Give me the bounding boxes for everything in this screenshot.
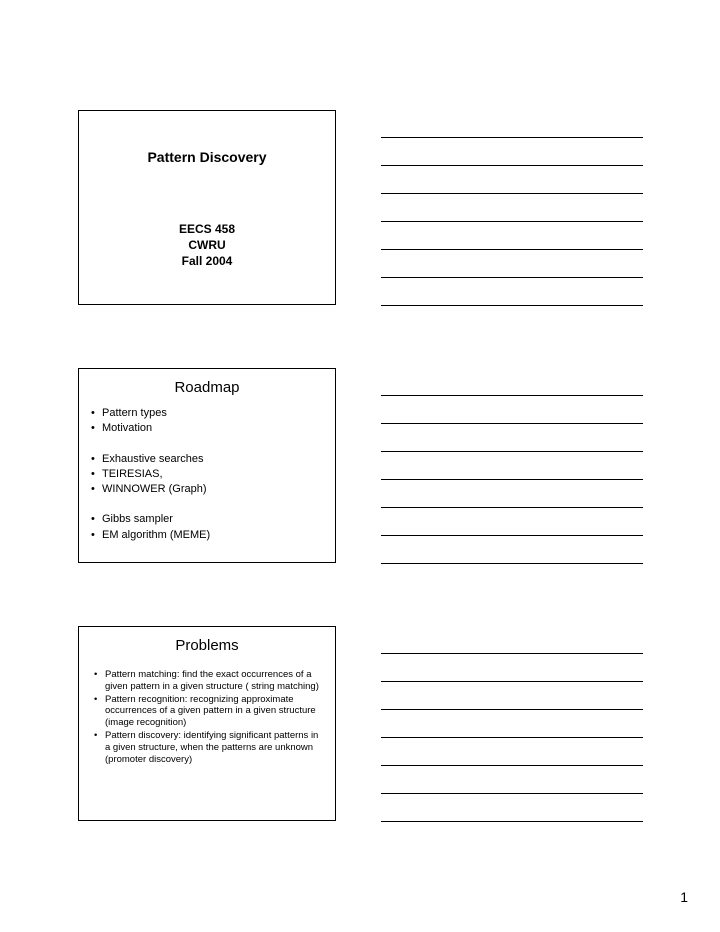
note-line: [381, 709, 643, 710]
note-line: [381, 563, 643, 564]
page-number: 1: [680, 889, 688, 905]
bullet-item: • Pattern discovery: identifying significant patterns in a given structure, when the patterns are unknown (promoter discovery): [94, 730, 323, 765]
slide-2-title: Roadmap: [174, 379, 240, 396]
bullet-item: • Gibbs sampler: [91, 512, 327, 527]
note-line: [381, 479, 643, 480]
note-line: [381, 193, 643, 194]
note-line: [381, 249, 643, 250]
slide-3-title: Problems: [175, 637, 239, 654]
bullet-item: • Pattern recognition: recognizing approximate occurrences of a given pattern in a given structure (image recognition): [94, 694, 323, 729]
note-line: [381, 507, 643, 508]
note-line: [381, 653, 643, 654]
note-line: [381, 277, 643, 278]
note-line: [381, 451, 643, 452]
slide-1-subtitle: [79, 221, 335, 269]
note-line: [381, 305, 643, 306]
note-line: [381, 395, 643, 396]
note-line: [381, 137, 643, 138]
note-line: [381, 793, 643, 794]
bullet-item: • Motivation: [91, 421, 327, 436]
slide-2-bullet-list: [91, 406, 327, 543]
slide-3: [78, 626, 336, 821]
note-line: [381, 165, 643, 166]
bullet-item: • Pattern matching: find the exact occurrences of a given pattern in a given structure ( string matching): [94, 669, 323, 693]
note-line: [381, 681, 643, 682]
note-line: [381, 737, 643, 738]
slide-1-title: Pattern Discovery: [147, 149, 267, 165]
bullet-item: • Pattern types: [91, 406, 327, 421]
note-line: [381, 535, 643, 536]
note-line: [381, 423, 643, 424]
slide-3-bullet-list: [94, 669, 323, 766]
note-line: [381, 221, 643, 222]
slide-1: [78, 110, 336, 305]
note-line: [381, 821, 643, 822]
slide-2: [78, 368, 336, 563]
university: CWRU: [188, 238, 226, 252]
term: Fall 2004: [181, 254, 233, 268]
bullet-item: • Exhaustive searches: [91, 452, 327, 467]
bullet-item: • WINNOWER (Graph): [91, 482, 327, 497]
bullet-item: • TEIRESIAS,: [91, 467, 327, 482]
course-code: EECS 458: [178, 222, 236, 236]
note-line: [381, 765, 643, 766]
bullet-item: • EM algorithm (MEME): [91, 528, 327, 543]
